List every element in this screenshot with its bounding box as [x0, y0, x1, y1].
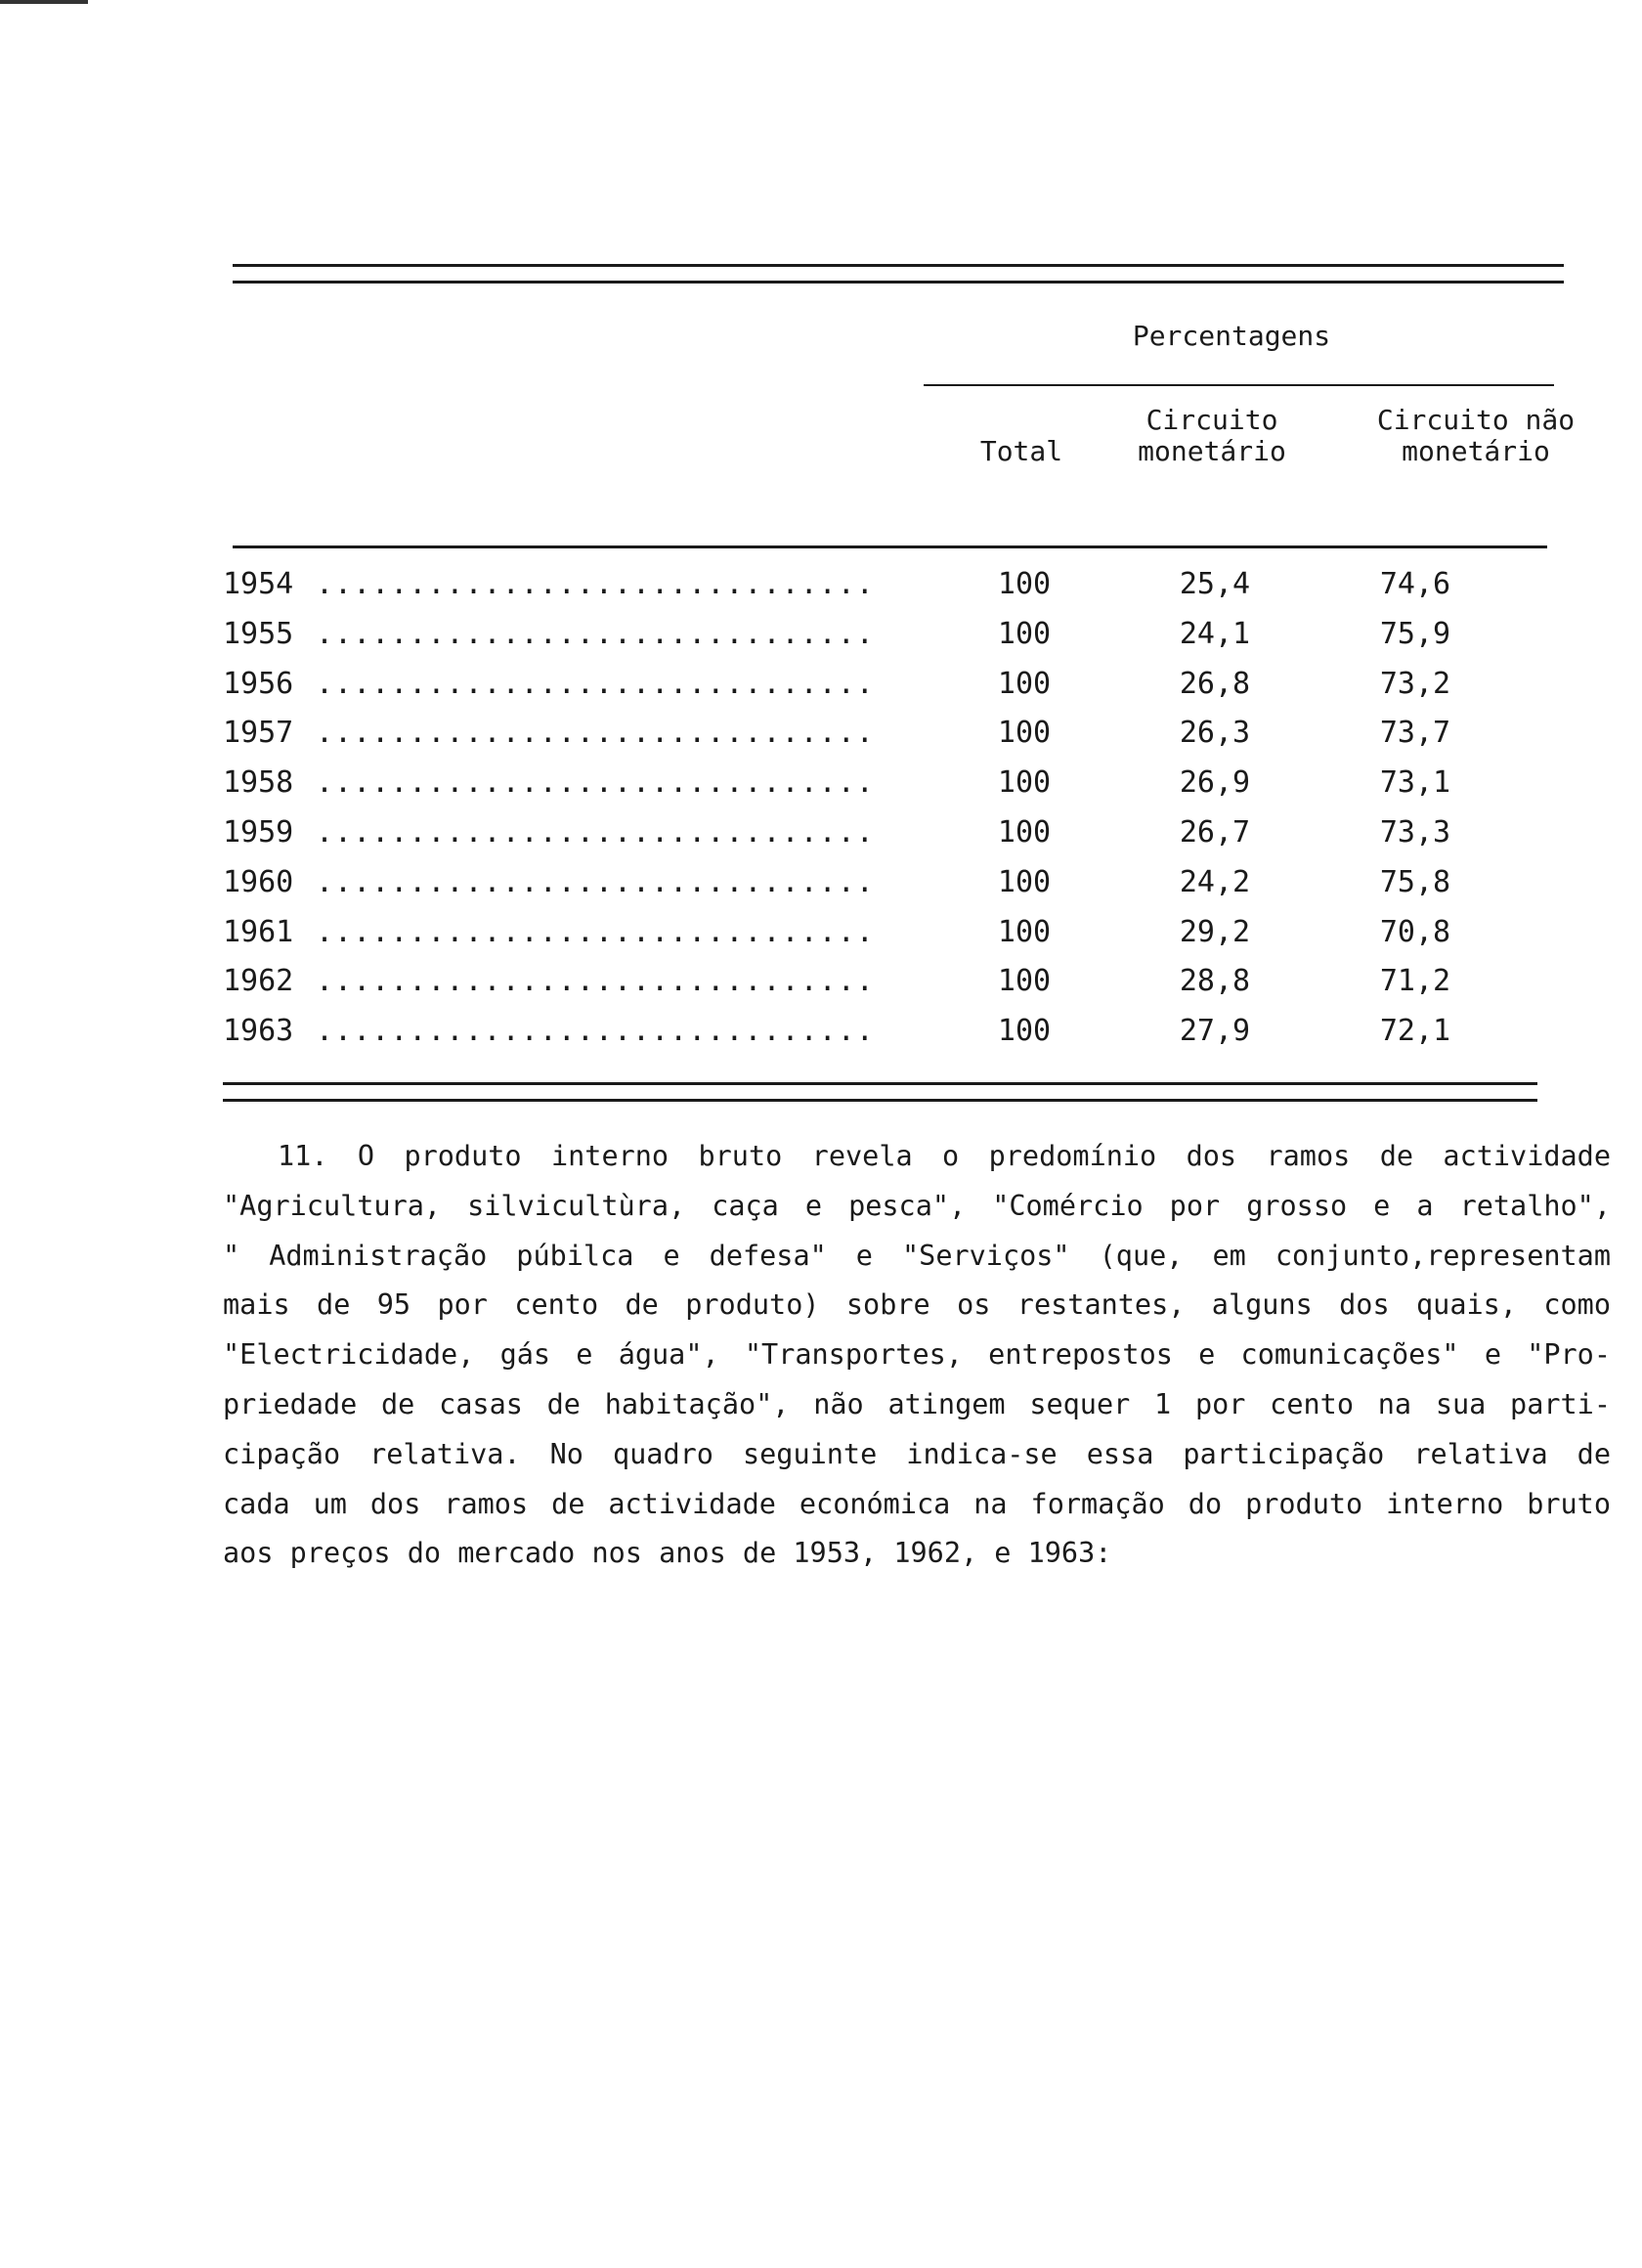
row-leader-dots: .............................. [316, 864, 875, 899]
row-total: 100 [997, 567, 1052, 601]
paragraph-line: cada um dos ramos de actividade económica na formação do produto interno bruto [223, 1487, 1611, 1520]
row-year: 1956 [223, 666, 294, 701]
col-header-circuito-nao-monetario-line2: monetário [1402, 435, 1550, 467]
table-row [223, 765, 1572, 815]
scan-mark [0, 0, 88, 4]
table-row [223, 865, 1572, 915]
paragraph-line: aos preços do mercado nos anos de 1953, 1962, e 1963: [223, 1537, 1112, 1570]
col-header-circuito-nao-monetario-line1: Circuito não [1376, 404, 1576, 436]
row-circuito-monetario: 26,9 [1179, 765, 1251, 801]
row-leader-dots: .............................. [316, 765, 875, 801]
row-leader-dots: .............................. [316, 964, 875, 999]
paragraph-line: mais de 95 por cento de produto) sobre os restantes, alguns dos quais, como [223, 1288, 1611, 1322]
group-header-rule [924, 384, 1554, 386]
row-circuito-monetario: 24,1 [1179, 616, 1251, 651]
table-bottom-rule-1 [223, 1082, 1537, 1085]
row-circuito-monetario: 29,2 [1179, 914, 1251, 949]
row-circuito-monetario: 27,9 [1179, 1014, 1251, 1049]
row-circuito-monetario: 28,8 [1179, 964, 1251, 999]
row-leader-dots: .............................. [316, 814, 875, 850]
paragraph-line: 11. O produto interno bruto revela o predomínio dos ramos de actividade [278, 1140, 1611, 1172]
table-row [223, 915, 1572, 965]
row-circuito-monetario: 24,2 [1179, 864, 1251, 899]
table-row [223, 964, 1572, 1014]
table-top-rule-2 [233, 281, 1564, 284]
table-row [223, 815, 1572, 865]
row-total: 100 [997, 814, 1052, 850]
col-header-total: Total [979, 435, 1063, 467]
table-body [223, 567, 1572, 1064]
row-total: 100 [997, 964, 1052, 999]
table-row [223, 617, 1572, 667]
row-circuito-nao-monetario: 74,6 [1379, 567, 1451, 601]
row-leader-dots: .............................. [316, 1014, 875, 1049]
group-header-percentagens: Percentagens [1132, 320, 1331, 352]
header-bottom-rule [233, 545, 1547, 548]
row-circuito-monetario: 25,4 [1179, 567, 1251, 601]
row-year: 1958 [223, 765, 294, 801]
row-circuito-nao-monetario: 75,9 [1379, 616, 1451, 651]
row-leader-dots: .............................. [316, 567, 875, 601]
row-total: 100 [997, 914, 1052, 949]
row-total: 100 [997, 1014, 1052, 1049]
row-circuito-monetario: 26,7 [1179, 814, 1251, 850]
row-year: 1954 [223, 567, 294, 601]
row-year: 1957 [223, 716, 294, 751]
row-circuito-nao-monetario: 72,1 [1379, 1014, 1451, 1049]
row-circuito-nao-monetario: 71,2 [1379, 964, 1451, 999]
paragraph-line: "Agricultura, silvicultùra, caça e pesca", "Comércio por grosso e a retalho", [223, 1189, 1611, 1222]
paragraph-line: cipação relativa. No quadro seguinte indica-se essa participação relativa de [223, 1437, 1611, 1470]
table-top-rule-1 [233, 264, 1564, 267]
row-year: 1962 [223, 964, 294, 999]
row-total: 100 [997, 666, 1052, 701]
row-year: 1955 [223, 616, 294, 651]
row-total: 100 [997, 716, 1052, 751]
row-year: 1959 [223, 814, 294, 850]
table-row [223, 716, 1572, 765]
row-circuito-nao-monetario: 73,2 [1379, 666, 1451, 701]
row-circuito-nao-monetario: 73,3 [1379, 814, 1451, 850]
row-circuito-nao-monetario: 73,7 [1379, 716, 1451, 751]
row-circuito-monetario: 26,8 [1179, 666, 1251, 701]
row-total: 100 [997, 864, 1052, 899]
col-header-circuito-monetario [1114, 405, 1310, 467]
row-leader-dots: .............................. [316, 666, 875, 701]
row-year: 1963 [223, 1014, 294, 1049]
row-circuito-nao-monetario: 75,8 [1379, 864, 1451, 899]
row-total: 100 [997, 616, 1052, 651]
table-row [223, 1014, 1572, 1064]
paragraph-line: " Administração púbilca e defesa" e "Serviços" (que, em conjunto,representam [223, 1239, 1611, 1272]
table-row [223, 667, 1572, 717]
col-header-circuito-monetario-line1: Circuito [1145, 404, 1278, 436]
row-circuito-nao-monetario: 70,8 [1379, 914, 1451, 949]
row-total: 100 [997, 765, 1052, 801]
table-row [223, 567, 1572, 617]
row-circuito-monetario: 26,3 [1179, 716, 1251, 751]
row-leader-dots: .............................. [316, 616, 875, 651]
row-leader-dots: .............................. [316, 716, 875, 751]
row-year: 1961 [223, 914, 294, 949]
col-header-circuito-nao-monetario [1354, 405, 1598, 467]
paragraph-line: priedade de casas de habitação", não atingem sequer 1 por cento na sua parti- [223, 1387, 1611, 1420]
body-paragraph [223, 1132, 1611, 1579]
table-bottom-rule-2 [223, 1099, 1537, 1102]
row-year: 1960 [223, 864, 294, 899]
paragraph-line: "Electricidade, gás e água", "Transportes, entrepostos e comunicações" e "Pro- [223, 1338, 1611, 1372]
row-leader-dots: .............................. [316, 914, 875, 949]
col-header-circuito-monetario-line2: monetário [1138, 435, 1286, 467]
row-circuito-nao-monetario: 73,1 [1379, 765, 1451, 801]
